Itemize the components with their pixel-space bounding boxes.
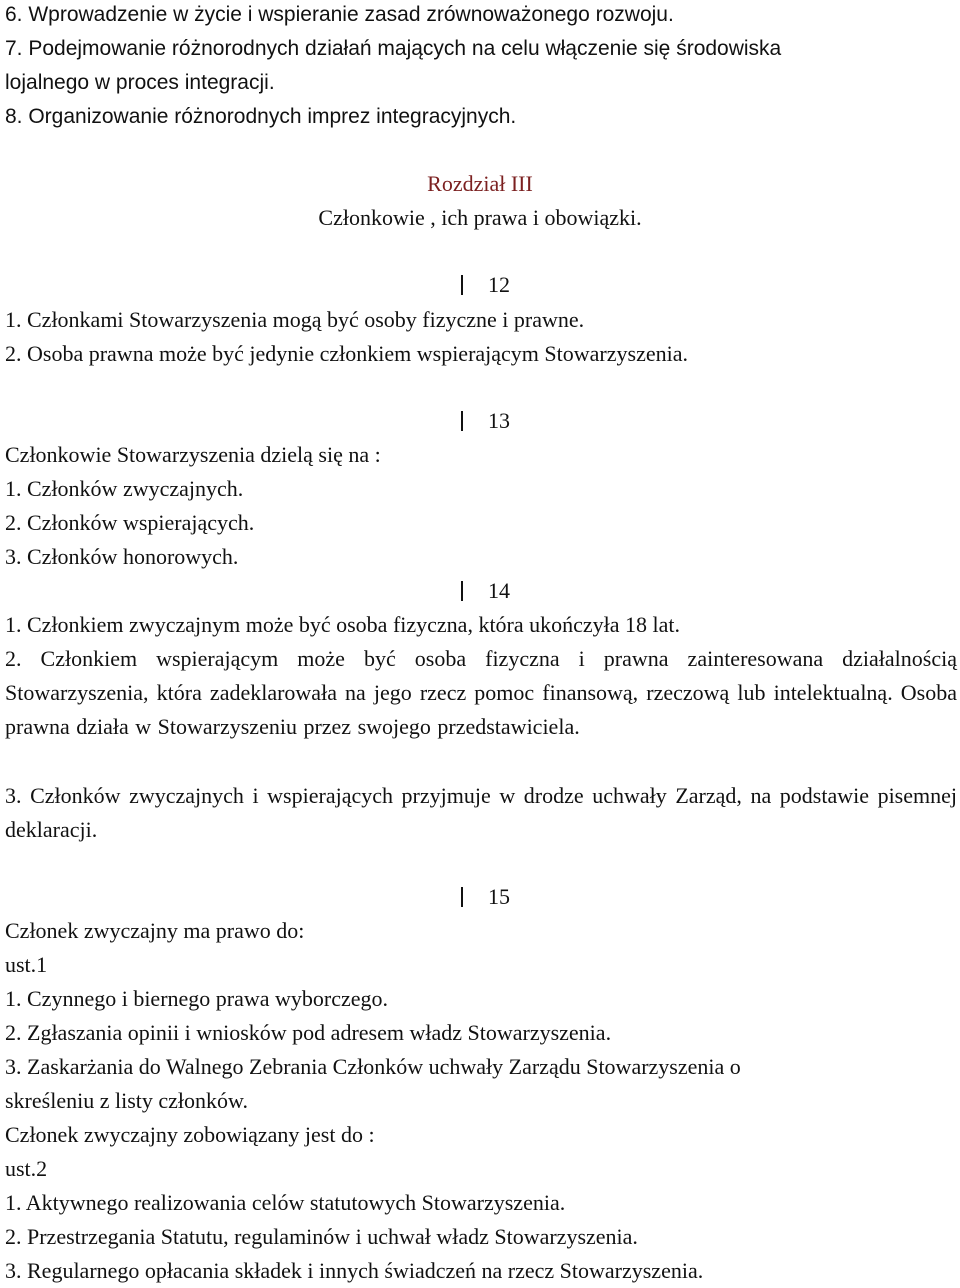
list-item: 7. Podejmowanie różnorodnych działań mających na celu włączenie się środowiska [5,37,782,60]
list-item: 3. Zaskarżania do Walnego Zebrania Członków uchwały Zarządu Stowarzyszenia o [5,1054,741,1079]
chapter-subtitle: Członkowie , ich prawa i obowiązki. [318,205,642,230]
section-heading-12 [460,272,510,298]
subsection-label: ust.1 [5,952,48,977]
section-sign-icon [460,885,478,907]
list-item: 1. Członkami Stowarzyszenia mogą być osoby fizyczne i prawne. [5,307,585,332]
section-intro: Członek zwyczajny ma prawo do: [5,918,305,943]
list-item: 2. Osoba prawna może być jedynie członkiem wspierającym Stowarzyszenia. [5,341,688,366]
section-number: 14 [488,578,510,603]
section-number: 13 [488,408,510,433]
chapter-title: Rozdział III [427,171,533,196]
list-item: lojalnego w proces integracji. [5,71,275,94]
section-intro: Członek zwyczajny zobowiązany jest do : [5,1122,375,1147]
section-sign-icon [460,579,478,601]
list-item: skreśleniu z listy członków. [5,1088,248,1113]
section-sign-icon [460,273,478,295]
paragraph: 3. Członków zwyczajnych i wspierających przyjmuje w drodze uchwały Zarząd, na podstawie pisemnej deklaracji. [5,783,957,842]
list-item: 1. Członkiem zwyczajnym może być osoba fizyczna, która ukończyła 18 lat. [5,612,681,637]
section-sign-icon [460,409,478,431]
section-heading-14 [460,578,510,604]
list-item: 2. Członków wspierających. [5,510,255,535]
section-number: 15 [488,884,510,909]
section-heading-13 [460,408,510,434]
list-item: 3. Regularnego opłacania składek i innych świadczeń na rzecz Stowarzyszenia. [5,1258,704,1283]
list-item: 3. Członków honorowych. [5,544,239,569]
list-item: 1. Czynnego i biernego prawa wyborczego. [5,986,389,1011]
section-heading-15 [460,884,510,910]
section-number: 12 [488,272,510,297]
list-item: 1. Aktywnego realizowania celów statutowych Stowarzyszenia. [5,1190,566,1215]
paragraph: 2. Członkiem wspierającym może być osoba fizyczna i prawna zainteresowana działalnością Stowarzyszenia, która zadeklarowała na jego rzecz pomoc finansową, rzeczową lub intelektualną. Osoba prawna działa w Stowarzyszeniu przez swojego przedstawiciela. [5,646,957,739]
list-item: 2. Przestrzegania Statutu, regulaminów i uchwał władz Stowarzyszenia. [5,1224,638,1249]
list-item: 8. Organizowanie różnorodnych imprez integracyjnych. [5,105,517,128]
list-item: 2. Zgłaszania opinii i wniosków pod adresem władz Stowarzyszenia. [5,1020,612,1045]
section-intro: Członkowie Stowarzyszenia dzielą się na : [5,442,381,467]
subsection-label: ust.2 [5,1156,48,1181]
list-item: 1. Członków zwyczajnych. [5,476,244,501]
list-item: 6. Wprowadzenie w życie i wspieranie zasad zrównoważonego rozwoju. [5,3,674,26]
